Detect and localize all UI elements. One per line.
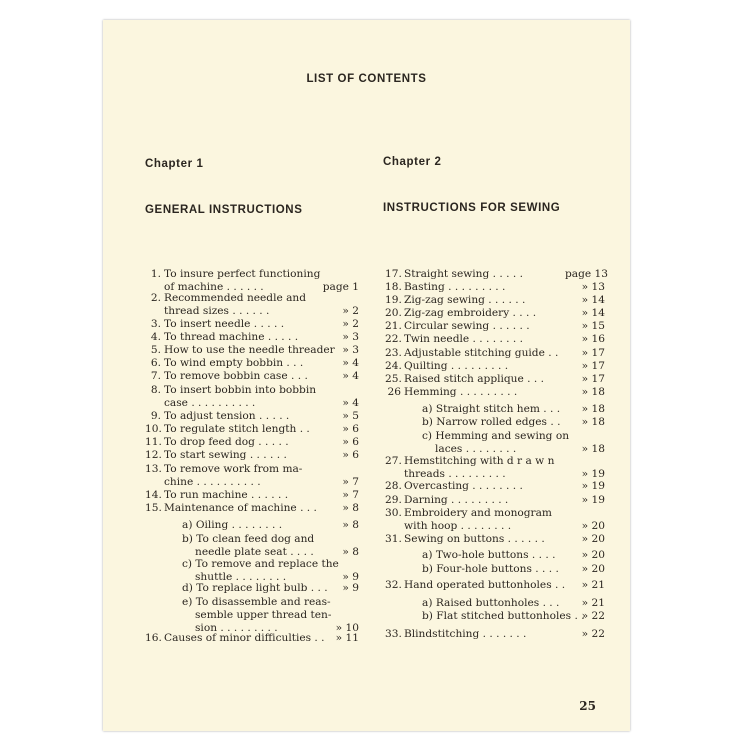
document-page: [103, 20, 630, 731]
toc-entry-page: » 5: [342, 410, 359, 422]
toc-entry-line: b) To clean feed dog and: [182, 533, 315, 545]
toc-entry-page: » 11: [335, 632, 359, 644]
toc-entry-text: [404, 333, 565, 346]
toc-entry-number: 3.: [150, 318, 161, 330]
toc-entry-page: » 18: [581, 416, 605, 428]
toc-entry-line: threads . . . . . . . . .: [404, 467, 506, 480]
toc-entry-text: [164, 384, 319, 410]
toc-entry-text: [164, 489, 319, 502]
toc-entry-page: page 1: [322, 280, 359, 293]
toc-entry-number: 21.: [385, 320, 402, 332]
toc-entry-line: To drop feed dog . . . . .: [164, 436, 289, 448]
toc-entry: [385, 563, 605, 576]
toc-entry-text: [404, 294, 565, 307]
toc-entry-line: a) Two-hole buttons . . . .: [422, 549, 556, 561]
toc-entry-page: » 3: [342, 331, 359, 343]
toc-entry-line: Sewing on buttons . . . . . .: [404, 533, 545, 545]
toc-entry-line: Circular sewing . . . . . .: [404, 320, 530, 332]
toc-entry-page: » 9: [342, 570, 359, 583]
toc-entry: [145, 558, 359, 584]
toc-entry-page: » 6: [342, 436, 359, 448]
toc-entry-page: » 16: [581, 333, 605, 345]
toc-entry-line: Zig-zag sewing . . . . . .: [404, 294, 526, 306]
toc-entry: [145, 632, 359, 645]
toc-entry: [145, 596, 359, 634]
toc-entry-text: [422, 416, 565, 429]
toc-entry-number: 16.: [145, 632, 162, 644]
toc-entry-line: thread sizes . . . . . .: [164, 304, 270, 317]
toc-entry-page: » 14: [581, 294, 605, 306]
toc-entry-text: [404, 268, 565, 281]
toc-entry: [385, 416, 605, 429]
toc-entry-text: [422, 430, 570, 456]
toc-entry-text: [404, 494, 565, 507]
toc-entry-number: 28.: [385, 480, 402, 492]
toc-entry-text: [164, 436, 319, 449]
toc-entry-number: 7.: [150, 370, 161, 382]
toc-entry-text: [164, 331, 319, 344]
toc-entry-text: [164, 318, 319, 331]
toc-entry: [145, 582, 359, 595]
toc-entry-text: [404, 281, 565, 294]
toc-entry: [145, 502, 359, 515]
toc-entry: [385, 403, 605, 416]
toc-entry-text: [164, 423, 319, 436]
toc-entry-text: [404, 360, 565, 373]
toc-entry-line: of machine . . . . . .: [164, 280, 264, 293]
toc-entry-number: 1.: [150, 268, 161, 280]
toc-entry-line: a) Raised buttonholes . . .: [422, 597, 560, 609]
toc-entry-line: To insert needle . . . . .: [164, 318, 285, 330]
toc-entry-line: To run machine . . . . . .: [164, 489, 289, 501]
toc-entry-line: laces . . . . . . . .: [435, 442, 517, 455]
toc-entry-line: needle plate seat . . . .: [195, 545, 314, 558]
toc-entry-number: 18.: [385, 281, 402, 293]
toc-entry-text: [404, 628, 565, 641]
toc-entry-number: 32.: [385, 579, 402, 591]
toc-entry: [385, 507, 605, 533]
toc-entry: [385, 610, 605, 623]
toc-entry-page: » 18: [581, 403, 605, 415]
toc-entry-number: 5.: [150, 344, 161, 356]
toc-entry-number: 27.: [385, 455, 402, 467]
toc-entry-line: Hemming . . . . . . . . .: [404, 386, 518, 398]
toc-entry-text: [182, 533, 319, 559]
toc-entry: [385, 320, 605, 333]
toc-entry-text: [164, 370, 319, 383]
toc-entry-page: » 4: [342, 370, 359, 382]
toc-entry-page: » 8: [342, 545, 359, 558]
toc-entry: [385, 455, 605, 481]
toc-entry-page: » 17: [581, 347, 605, 359]
toc-entry-line: Straight sewing . . . . .: [404, 268, 523, 280]
toc-entry: [145, 410, 359, 423]
toc-entry-line: Recommended needle and: [164, 292, 307, 304]
toc-entry: [385, 347, 605, 360]
toc-entry: [385, 549, 605, 562]
toc-entry-line: To adjust tension . . . . .: [164, 410, 290, 422]
toc-entry-number: 33.: [385, 628, 402, 640]
toc-entry-page: » 21: [581, 597, 605, 609]
toc-entry-page: » 17: [581, 373, 605, 385]
toc-entry-line: chine . . . . . . . . . .: [164, 475, 261, 488]
toc-entry-line: case . . . . . . . . . .: [164, 396, 256, 409]
toc-entry-number: 29.: [385, 494, 402, 506]
toc-entry-text: [164, 357, 319, 370]
toc-entry-text: [404, 480, 565, 493]
toc-entry-page: » 15: [581, 320, 605, 332]
toc-entry-number: 31.: [385, 533, 402, 545]
toc-entry-line: shuttle . . . . . . . .: [195, 570, 287, 583]
toc-entry: [385, 268, 608, 281]
toc-entry-text: [164, 449, 319, 462]
toc-entry-page: » 20: [581, 563, 605, 575]
toc-entry-text: [404, 373, 565, 386]
toc-entry-number: 13.: [145, 463, 162, 475]
toc-entry-line: How to use the needle threader: [164, 344, 335, 356]
toc-entry: [385, 294, 605, 307]
toc-entry: [385, 307, 605, 320]
toc-entry-page: » 10: [335, 621, 359, 634]
toc-entry: [145, 384, 359, 410]
toc-entry-text: [404, 347, 565, 360]
toc-entry-number: 6.: [150, 357, 161, 369]
toc-entry-text: [182, 558, 339, 584]
page-number: 25: [579, 699, 596, 713]
toc-entry-page: » 19: [581, 480, 605, 492]
toc-entry-page: » 22: [581, 628, 605, 640]
toc-entry-line: b) Four-hole buttons . . . .: [422, 563, 559, 575]
toc-entry-line: Maintenance of machine . . .: [164, 502, 317, 514]
toc-entry: [385, 386, 605, 399]
toc-entry-page: » 13: [581, 281, 605, 293]
toc-entry-text: [164, 268, 319, 294]
toc-entry-line: d) To replace light bulb . . .: [182, 582, 328, 594]
toc-entry-page: » 7: [342, 475, 359, 488]
toc-entry-page: » 6: [342, 449, 359, 461]
toc-entry: [145, 519, 359, 532]
toc-entry-page: page 13: [565, 268, 608, 280]
toc-entry-page: » 20: [581, 533, 605, 545]
toc-entry-page: » 6: [342, 423, 359, 435]
toc-entry: [385, 480, 605, 493]
toc-entry: [145, 344, 359, 357]
toc-entry: [145, 292, 359, 318]
toc-entry: [145, 489, 359, 502]
toc-entry-text: [422, 403, 565, 416]
toc-entry: [145, 370, 359, 383]
toc-entry-line: Basting . . . . . . . . .: [404, 281, 506, 293]
toc-entry: [145, 357, 359, 370]
toc-entry-page: » 17: [581, 360, 605, 372]
toc-entry-line: e) To disassemble and reas-: [182, 596, 331, 608]
toc-entry-line: Raised stitch applique . . .: [404, 373, 544, 385]
toc-entry-line: To insure perfect functioning: [164, 268, 321, 280]
toc-entry-number: 25.: [385, 373, 402, 385]
toc-entry-page: » 19: [581, 467, 605, 480]
toc-entry-line: sion . . . . . . . . .: [195, 621, 278, 634]
toc-entry-page: » 8: [342, 502, 359, 514]
toc-entry-line: b) Narrow rolled edges . .: [422, 416, 561, 428]
toc-entry-line: To start sewing . . . . . .: [164, 449, 287, 461]
toc-entry-line: c) Hemming and sewing on: [422, 430, 570, 442]
toc-entry-line: To remove work from ma-: [164, 463, 303, 475]
toc-entry-text: [164, 502, 319, 515]
toc-entry-line: a) Oiling . . . . . . . .: [182, 519, 283, 531]
toc-entry: [145, 268, 359, 294]
toc-entry-text: [164, 292, 319, 318]
toc-entry: [145, 423, 359, 436]
toc-entry-number: 11.: [145, 436, 162, 448]
toc-entry-text: [404, 533, 565, 546]
toc-entry-page: » 2: [342, 318, 359, 330]
toc-entry-number: 22.: [385, 333, 402, 345]
toc-entry-page: » 4: [342, 396, 359, 409]
toc-entry-text: [404, 455, 565, 481]
toc-entry-number: 2.: [150, 292, 161, 304]
toc-entry-text: [422, 563, 565, 576]
chapter-1-heading: GENERAL INSTRUCTIONS: [145, 204, 303, 216]
toc-entry: [385, 579, 605, 592]
toc-entry-page: » 21: [581, 579, 605, 591]
toc-entry-text: [404, 307, 565, 320]
toc-entry-text: [164, 463, 319, 489]
toc-entry: [385, 360, 605, 373]
toc-entry-text: [404, 320, 565, 333]
toc-entry-text: [164, 344, 335, 357]
toc-entry: [385, 373, 605, 386]
toc-entry: [145, 318, 359, 331]
toc-entry-line: semble upper thread ten-: [195, 608, 332, 621]
toc-entry-text: [182, 582, 328, 595]
toc-entry-line: To regulate stitch length . .: [164, 423, 310, 435]
toc-entry-page: » 19: [581, 494, 605, 506]
toc-entry: [145, 463, 359, 489]
toc-entry-text: [422, 597, 565, 610]
toc-entry-page: » 7: [342, 489, 359, 501]
toc-entry-number: 20.: [385, 307, 402, 319]
toc-entry-page: » 22: [581, 610, 605, 622]
toc-entry-page: » 9: [342, 582, 359, 594]
toc-entry-line: c) To remove and replace the: [182, 558, 339, 570]
toc-entry-line: Blindstitching . . . . . . .: [404, 628, 527, 640]
toc-entry: [145, 449, 359, 462]
toc-entry: [385, 628, 605, 641]
toc-entry: [385, 533, 605, 546]
toc-entry-number: 12.: [145, 449, 162, 461]
toc-entry-text: [182, 519, 319, 532]
toc-entry-page: » 8: [342, 519, 359, 531]
toc-entry-line: a) Straight stitch hem . . .: [422, 403, 561, 415]
toc-entry-text: [404, 579, 565, 592]
toc-entry-line: Twin needle . . . . . . . .: [404, 333, 524, 345]
toc-entry: [385, 494, 605, 507]
toc-entry: [385, 597, 605, 610]
toc-entry-line: To thread machine . . . . .: [164, 331, 299, 343]
toc-entry-line: b) Flat stitched buttonholes . .: [422, 610, 585, 622]
toc-entry-page: » 20: [581, 549, 605, 561]
toc-entry-page: » 14: [581, 307, 605, 319]
toc-entry-text: [164, 632, 325, 645]
toc-entry-line: Hand operated buttonholes . .: [404, 579, 566, 591]
toc-entry-number: 9.: [150, 410, 161, 422]
toc-entry-page: » 18: [581, 386, 605, 398]
toc-entry-number: 17.: [385, 268, 402, 280]
toc-entry-number: 19.: [385, 294, 402, 306]
toc-entry-line: Hemstitching with d r a w n: [404, 455, 555, 467]
toc-entry-text: [164, 410, 319, 423]
toc-entry-line: Causes of minor difficulties . .: [164, 632, 325, 644]
toc-entry-line: To insert bobbin into bobbin: [164, 384, 317, 396]
toc-entry-line: To wind empty bobbin . . .: [164, 357, 304, 369]
toc-entry-number: 30.: [385, 507, 402, 519]
toc-entry: [385, 281, 605, 294]
toc-entry-page: » 2: [342, 304, 359, 317]
toc-entry-number: 4.: [150, 331, 161, 343]
toc-entry-number: 15.: [145, 502, 162, 514]
toc-entry-number: 26: [387, 386, 401, 398]
page-title: LIST OF CONTENTS: [306, 73, 427, 85]
toc-entry-line: To remove bobbin case . . .: [164, 370, 308, 382]
toc-entry-text: [422, 610, 585, 623]
toc-entry-line: Adjustable stitching guide . .: [404, 347, 559, 359]
toc-entry-line: Overcasting . . . . . . . .: [404, 480, 523, 492]
toc-entry-page: » 4: [342, 357, 359, 369]
toc-entry-page: » 18: [581, 442, 605, 455]
toc-entry-number: 14.: [145, 489, 162, 501]
toc-entry: [385, 430, 605, 456]
toc-entry-number: 10.: [145, 423, 162, 435]
chapter-2-label: Chapter 2: [383, 156, 442, 168]
toc-entry-text: [404, 386, 565, 399]
toc-entry-line: Quilting . . . . . . . . .: [404, 360, 509, 372]
toc-entry-line: Embroidery and monogram: [404, 507, 552, 519]
toc-entry-number: 8.: [150, 384, 161, 396]
chapter-2-heading: INSTRUCTIONS FOR SEWING: [383, 202, 561, 214]
toc-entry-page: » 3: [342, 344, 359, 356]
toc-entry-text: [182, 596, 332, 634]
toc-entry-text: [404, 507, 565, 533]
toc-entry-text: [422, 549, 565, 562]
toc-entry-line: Darning . . . . . . . . .: [404, 494, 509, 506]
toc-entry-number: 24.: [385, 360, 402, 372]
chapter-1-label: Chapter 1: [145, 158, 204, 170]
toc-entry: [145, 331, 359, 344]
toc-entry-line: Zig-zag embroidery . . . .: [404, 307, 537, 319]
toc-entry: [145, 533, 359, 559]
toc-entry-line: with hoop . . . . . . . .: [404, 519, 512, 532]
toc-entry: [145, 436, 359, 449]
toc-entry: [385, 333, 605, 346]
toc-entry-number: 23.: [385, 347, 402, 359]
toc-entry-page: » 20: [581, 519, 605, 532]
